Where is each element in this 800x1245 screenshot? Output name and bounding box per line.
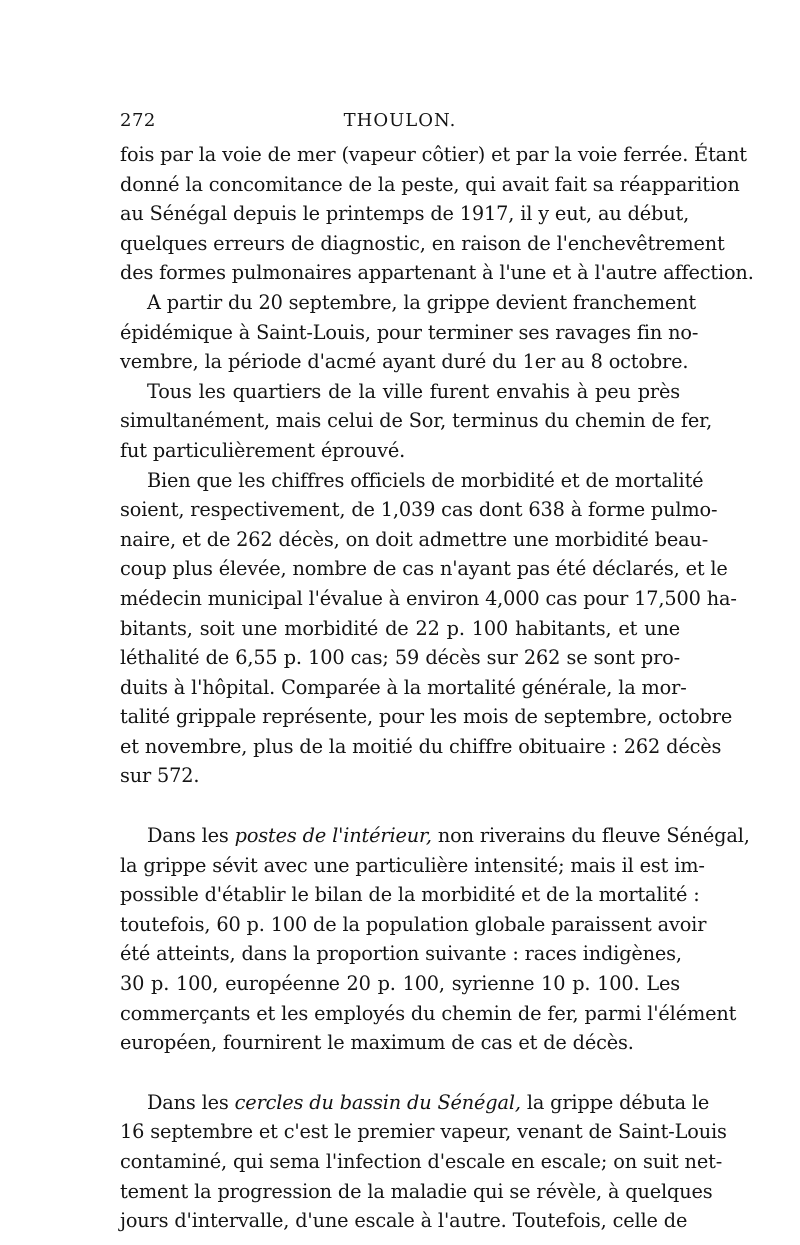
text-line bbox=[120, 821, 750, 851]
paragraph-2 bbox=[120, 288, 699, 377]
text-line: au Sénégal depuis le printemps de 1917, il y eut, au début, bbox=[120, 202, 690, 226]
text-line: épidémique à Saint-Louis, pour terminer ses ravages fin no- bbox=[120, 320, 699, 344]
paragraph-gap bbox=[120, 791, 680, 821]
text-run: la grippe débuta le bbox=[520, 1090, 710, 1114]
paragraph-5 bbox=[120, 821, 750, 1058]
text-line: et novembre, plus de la moitié du chiffre obituaire : 262 décès bbox=[120, 734, 722, 758]
text-line: coup plus élevée, nombre de cas n'ayant pas été déclarés, et le bbox=[120, 557, 728, 581]
text-run: non riverains du fleuve Sénégal, bbox=[431, 824, 750, 848]
text-run: Dans les bbox=[147, 824, 235, 848]
text-line: bitants, soit une morbidité de 22 p. 100 habitants, et une bbox=[120, 616, 680, 640]
paragraph-gap bbox=[120, 1058, 680, 1088]
text-line: tement la progression de la maladie qui se révèle, à quelques bbox=[120, 1179, 713, 1203]
text-line: léthalité de 6,55 p. 100 cas; 59 décès sur 262 se sont pro- bbox=[120, 646, 680, 670]
italic-phrase: cercles du bassin du Sénégal, bbox=[234, 1090, 521, 1114]
text-line: Tous les quartiers de la ville furent envahis à peu près bbox=[147, 379, 680, 403]
paragraph-1 bbox=[120, 140, 754, 288]
text-line: des formes pulmonaires appartenant à l'une et à l'autre affection. bbox=[120, 261, 754, 285]
paragraph-4 bbox=[120, 466, 737, 792]
text-line: sur 572. bbox=[120, 764, 200, 788]
text-line: la grippe sévit avec une particulière intensité; mais il est im- bbox=[120, 853, 705, 877]
text-line: 30 p. 100, européenne 20 p. 100, syrienne 10 p. 100. Les bbox=[120, 972, 680, 996]
text-line bbox=[120, 1088, 710, 1118]
text-line: 16 septembre et c'est le premier vapeur, venant de Saint-Louis bbox=[120, 1120, 727, 1144]
text-line: quelques erreurs de diagnostic, en raison de l'enchevêtrement bbox=[120, 231, 725, 255]
text-line: vembre, la période d'acmé ayant duré du 1er au 8 octobre. bbox=[120, 350, 689, 374]
text-line: soient, respectivement, de 1,039 cas dont 638 à forme pulmo- bbox=[120, 498, 718, 522]
text-line: contaminé, qui sema l'infection d'escale en escale; on suit net- bbox=[120, 1150, 723, 1173]
text-line: Bien que les chiffres officiels de morbidité et de mortalité bbox=[147, 468, 704, 492]
text-line: fois par la voie de mer (vapeur côtier) et par la voie ferrée. Étant bbox=[120, 143, 747, 166]
italic-phrase: postes de l'intérieur, bbox=[234, 824, 432, 848]
text-line: donné la concomitance de la peste, qui avait fait sa réapparition bbox=[120, 172, 740, 196]
running-title: THOULON. bbox=[343, 110, 457, 131]
text-line: simultanément, mais celui de Sor, terminus du chemin de fer, bbox=[120, 409, 713, 433]
text-run: Dans les bbox=[147, 1090, 235, 1114]
text-line: A partir du 20 septembre, la grippe devient franchement bbox=[147, 290, 697, 314]
text-line: fut particulièrement éprouvé. bbox=[120, 438, 406, 462]
text-line: talité grippale représente, pour les mois de septembre, octobre bbox=[120, 705, 733, 729]
text-line: été atteints, dans la proportion suivante : races indigènes, bbox=[120, 942, 682, 966]
text-line: duits à l'hôpital. Comparée à la mortalité générale, la mor- bbox=[120, 675, 687, 699]
text-line: médecin municipal l'évalue à environ 4,000 cas pour 17,500 ha- bbox=[120, 586, 737, 610]
text-line: commerçants et les employés du chemin de fer, parmi l'élément bbox=[120, 1001, 737, 1025]
book-page bbox=[120, 106, 754, 1236]
body-text bbox=[120, 140, 754, 1236]
running-head bbox=[120, 106, 680, 140]
text-line: jours d'intervalle, d'une escale à l'autre. Toutefois, celle de bbox=[120, 1209, 688, 1233]
text-line: possible d'établir le bilan de la morbidité et de la mortalité : bbox=[120, 883, 700, 907]
text-line: naire, et de 262 décès, on doit admettre une morbidité beau- bbox=[120, 527, 709, 551]
text-line: toutefois, 60 p. 100 de la population globale paraissent avoir bbox=[120, 912, 707, 936]
page-number: 272 bbox=[120, 110, 156, 131]
text-line: européen, fournirent le maximum de cas et de décès. bbox=[120, 1031, 634, 1055]
paragraph-6 bbox=[120, 1088, 727, 1236]
paragraph-3 bbox=[120, 377, 713, 466]
